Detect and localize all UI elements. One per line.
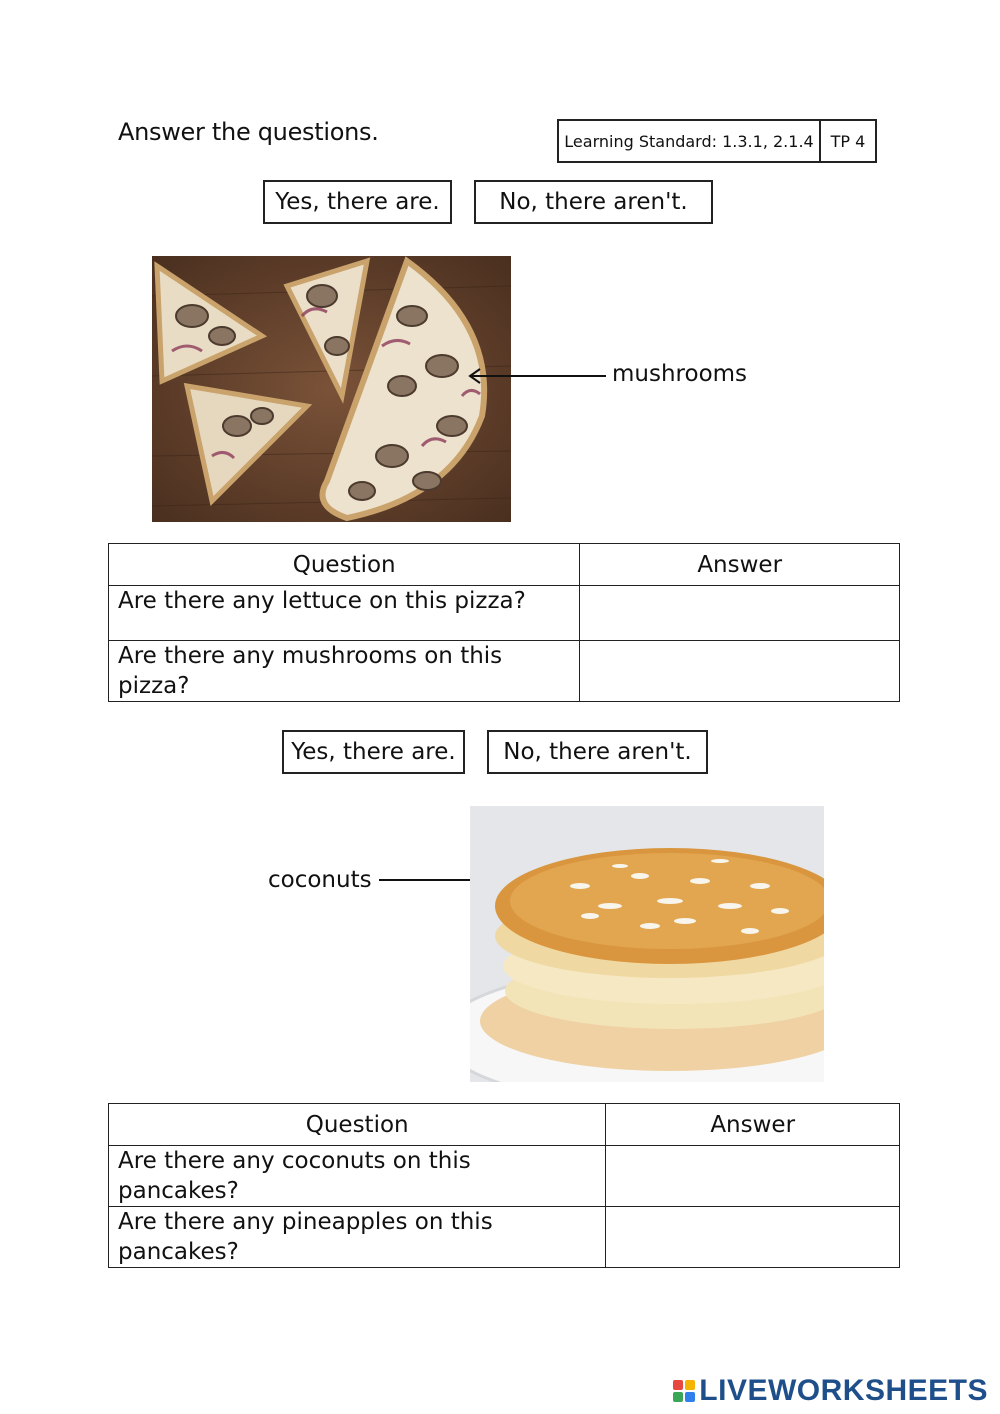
instruction-text: Answer the questions. (118, 118, 379, 146)
tp-level-label: TP 4 (830, 131, 866, 151)
answer-header: Answer (606, 1104, 900, 1146)
choice-yes-2[interactable]: Yes, there are. (282, 730, 465, 774)
logo-square (673, 1392, 683, 1402)
question-header: Question (109, 544, 580, 586)
table-row (109, 641, 900, 702)
mushrooms-arrow (466, 366, 608, 386)
table-row (109, 1146, 900, 1207)
table-header-row (109, 1104, 900, 1146)
answer-header: Answer (580, 544, 900, 586)
table-header-row (109, 544, 900, 586)
pancakes-photo (470, 806, 824, 1082)
logo-square (685, 1380, 695, 1390)
table-row (109, 586, 900, 641)
logo-square (685, 1392, 695, 1402)
table-row (109, 1207, 900, 1268)
pancakes-question-table (108, 1103, 900, 1268)
liveworksheets-logo (673, 1374, 988, 1408)
logo-text: LIVEWORKSHEETS (699, 1374, 988, 1407)
learning-standard-label: Learning Standard: 1.3.1, 2.1.4 (559, 121, 821, 161)
question-cell: Are there any pineapples on this pancakes? (109, 1207, 606, 1268)
pizza-photo (152, 256, 511, 522)
answer-cell[interactable] (606, 1146, 900, 1207)
choice-no-1[interactable]: No, there aren't. (474, 180, 713, 224)
logo-mark-icon (673, 1380, 695, 1402)
question-header: Question (109, 1104, 606, 1146)
learning-standard-box (557, 119, 877, 163)
answer-cell[interactable] (580, 641, 900, 702)
answer-cell[interactable] (606, 1207, 900, 1268)
pizza-question-table (108, 543, 900, 702)
question-cell: Are there any mushrooms on this pizza? (109, 641, 580, 702)
logo-square (673, 1380, 683, 1390)
choice-yes-1[interactable]: Yes, there are. (263, 180, 452, 224)
mushrooms-label: mushrooms (612, 361, 748, 387)
coconuts-label: coconuts (268, 867, 372, 893)
question-cell: Are there any lettuce on this pizza? (109, 586, 580, 641)
answer-cell[interactable] (580, 586, 900, 641)
question-cell: Are there any coconuts on this pancakes? (109, 1146, 606, 1207)
choice-no-2[interactable]: No, there aren't. (487, 730, 708, 774)
